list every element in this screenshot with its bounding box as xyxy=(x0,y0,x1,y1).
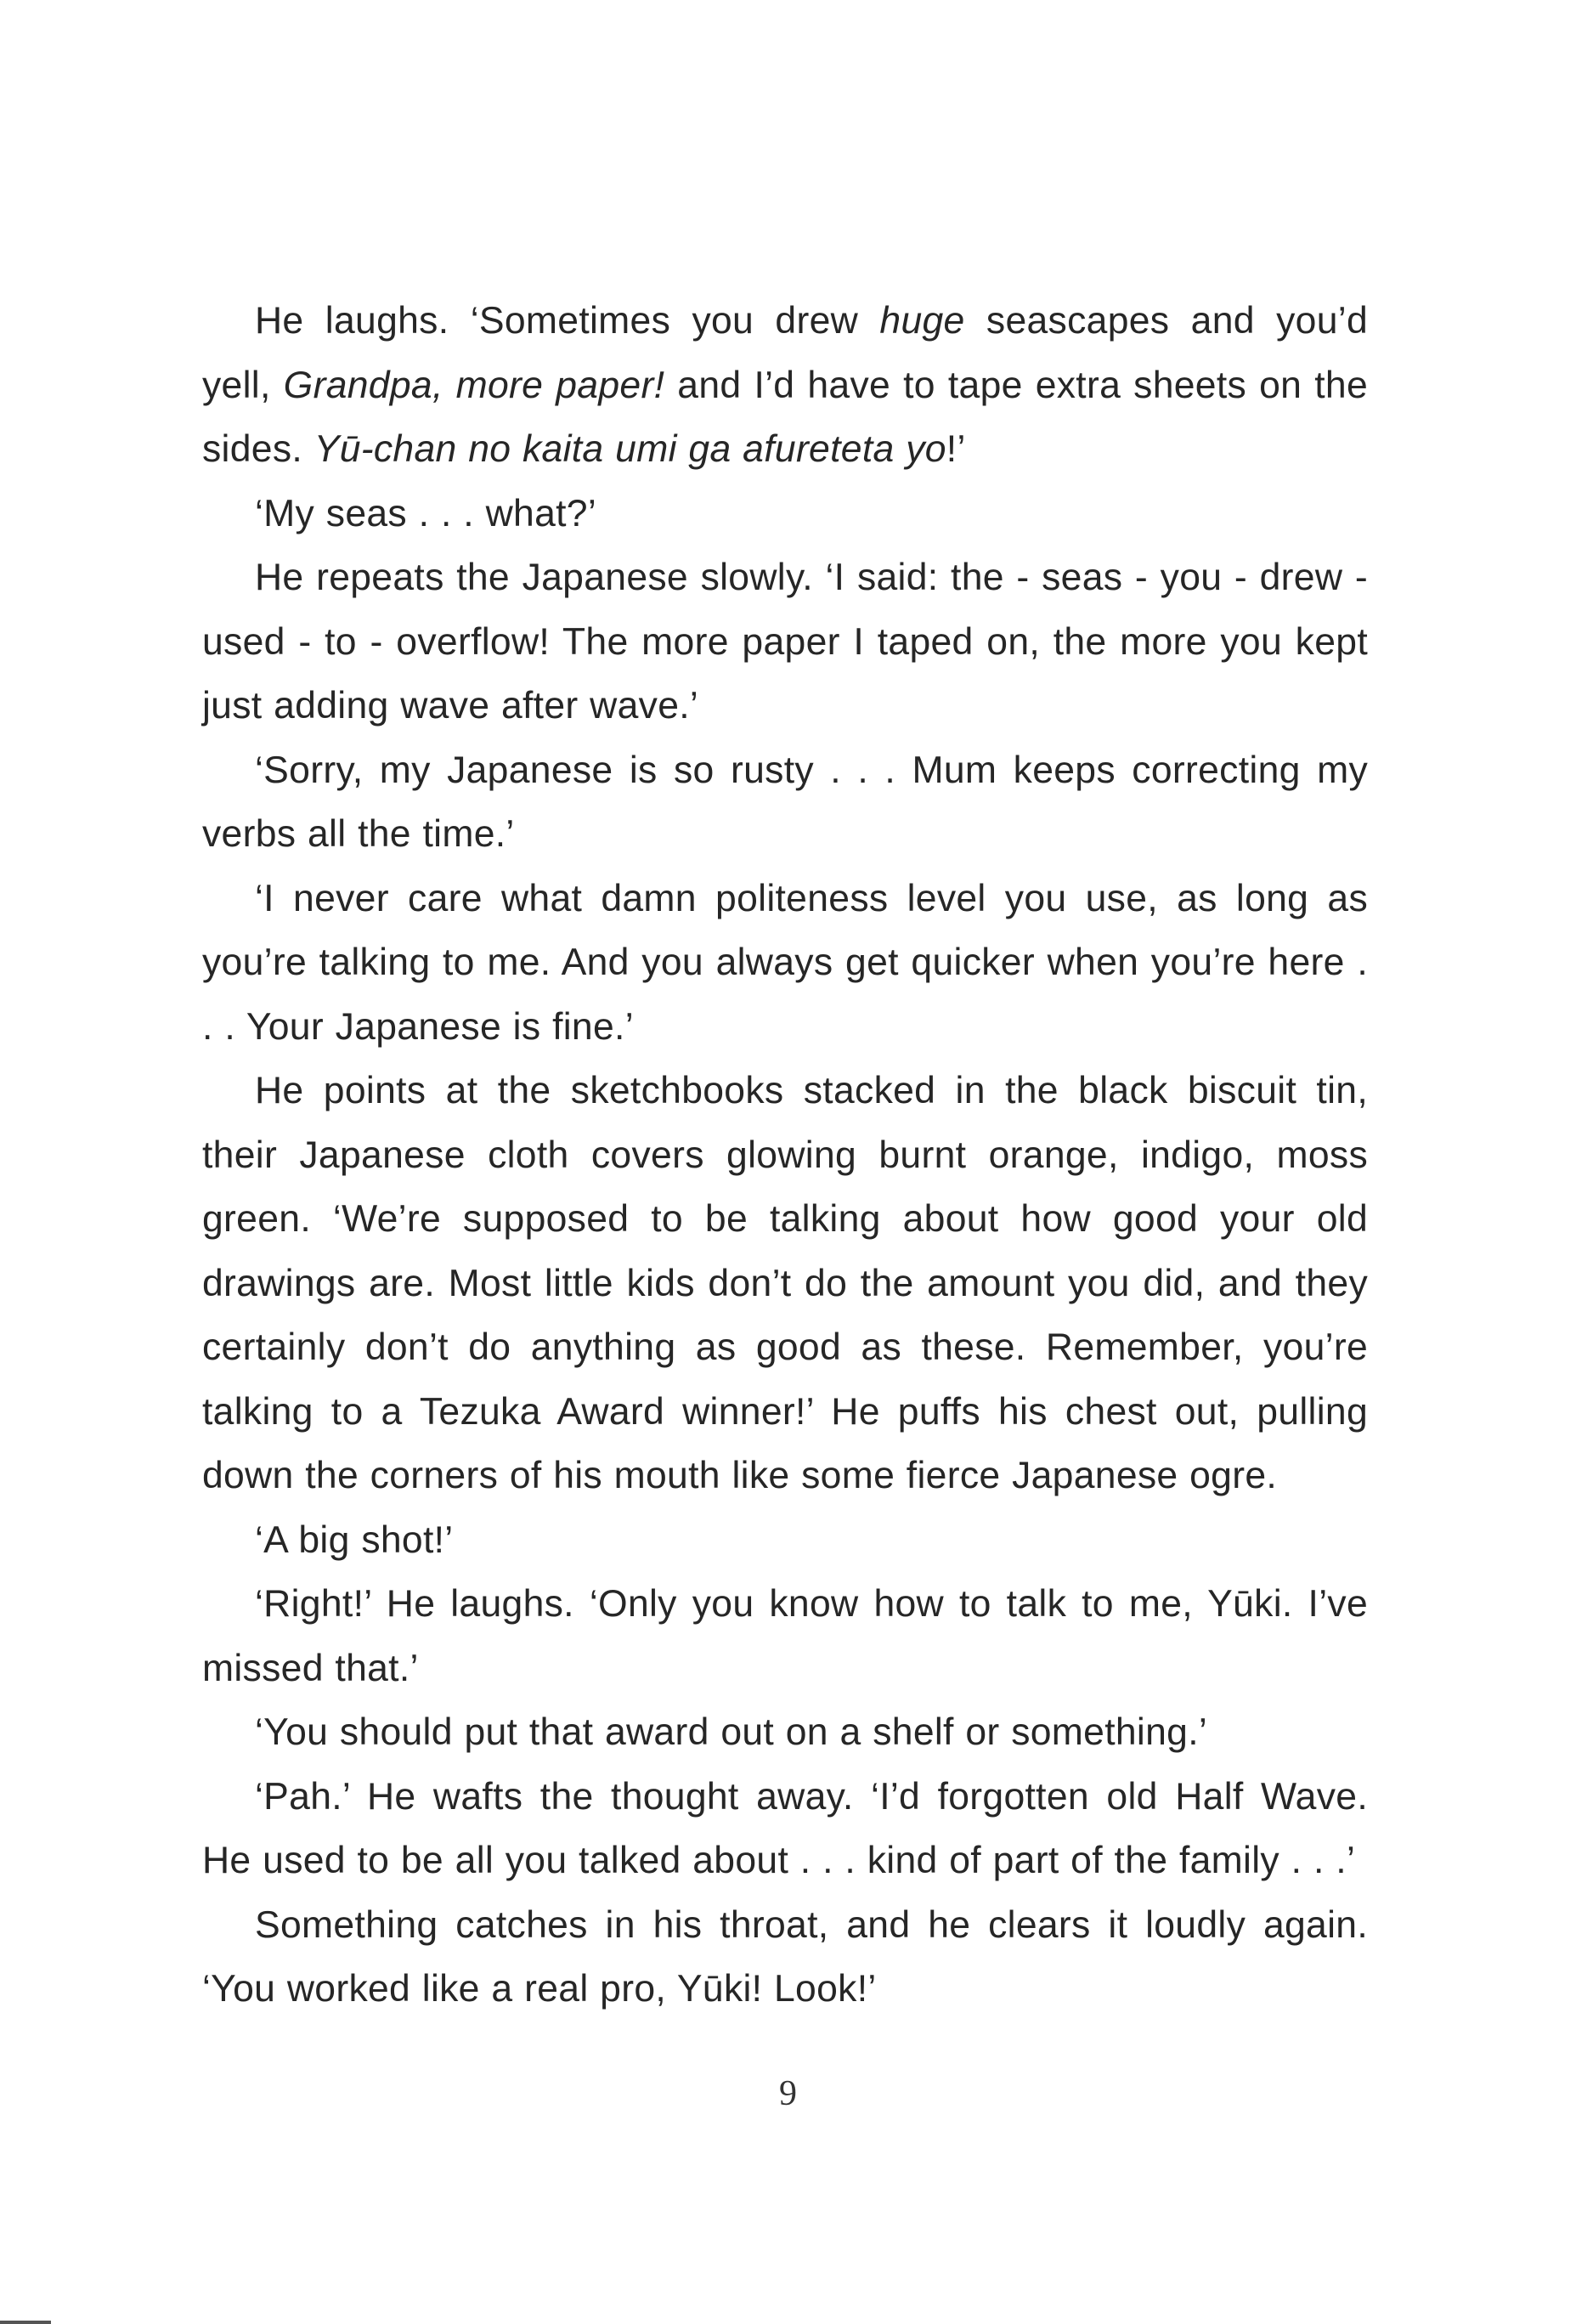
paragraph xyxy=(202,1765,1368,1893)
paragraph xyxy=(202,1059,1368,1508)
italic-text: Yū-chan no kaita umi ga afureteta yo xyxy=(314,428,946,470)
paragraph xyxy=(202,289,1368,482)
paragraph xyxy=(202,546,1368,738)
paragraph xyxy=(202,1893,1368,2021)
text-run: and I’d have to tape extra sheets on the sides. xyxy=(202,364,1368,470)
text-run: Something catches in his throat, and he clears it loudly again. ‘You worked like a real pro, Yūki! Look!’ xyxy=(202,1903,1368,2010)
text-run: He repeats the Japanese slowly. ‘I said: the - seas - you - drew - used - to - overflow! The more paper I taped on, the more you kept just adding wave after wave.’ xyxy=(202,557,1368,727)
text-run: ‘Right!’ He laughs. ‘Only you know how to talk to me, Yūki. I’ve missed that.’ xyxy=(202,1583,1368,1689)
text-run: He points at the sketchbooks stacked in the black biscuit tin, their Japanese cloth covers glowing burnt orange, indigo, moss green. ‘We’re supposed to be talking about how good your old drawings are. Most little kids don’t do the amount you did, and they certainly don’t do anything as good as these. Remember, you’re talking to a Tezuka Award winner!’ He puffs his chest out, pulling down the corners of his mouth like some fierce Japanese ogre. xyxy=(202,1070,1368,1496)
text-run: He laughs. ‘Sometimes you drew xyxy=(255,300,880,342)
text-run: ‘Pah.’ He wafts the thought away. ‘I’d forgotten old Half Wave. He used to be all you talked about . . . kind of part of the family . . .’ xyxy=(202,1775,1368,1881)
italic-text: huge xyxy=(879,300,965,342)
paragraph xyxy=(202,1572,1368,1700)
text-run: ‘I never care what damn politeness level you use, as long as you’re talking to me. And you always get quicker when you’re here . . . Your Japanese is fine.’ xyxy=(202,877,1368,1048)
page-number: 9 xyxy=(779,2074,797,2113)
text-run: ‘My seas . . . what?’ xyxy=(255,492,597,534)
text-run: !’ xyxy=(946,428,966,470)
paragraph xyxy=(202,1700,1368,1765)
text-run: ‘A big shot!’ xyxy=(255,1518,454,1561)
paragraph xyxy=(202,738,1368,867)
paragraph xyxy=(202,867,1368,1060)
text-run: ‘Sorry, my Japanese is so rusty . . . Mum keeps correcting my verbs all the time.’ xyxy=(202,749,1368,855)
paragraph xyxy=(202,1508,1368,1573)
paragraph xyxy=(202,482,1368,546)
italic-text: Grandpa, more paper! xyxy=(283,364,665,406)
scan-edge-mark xyxy=(0,2321,51,2324)
body-text xyxy=(202,289,1368,2021)
text-run: ‘You should put that award out on a shelf or something.’ xyxy=(255,1711,1208,1753)
text-run: seascapes and you’d yell, xyxy=(202,300,1368,406)
